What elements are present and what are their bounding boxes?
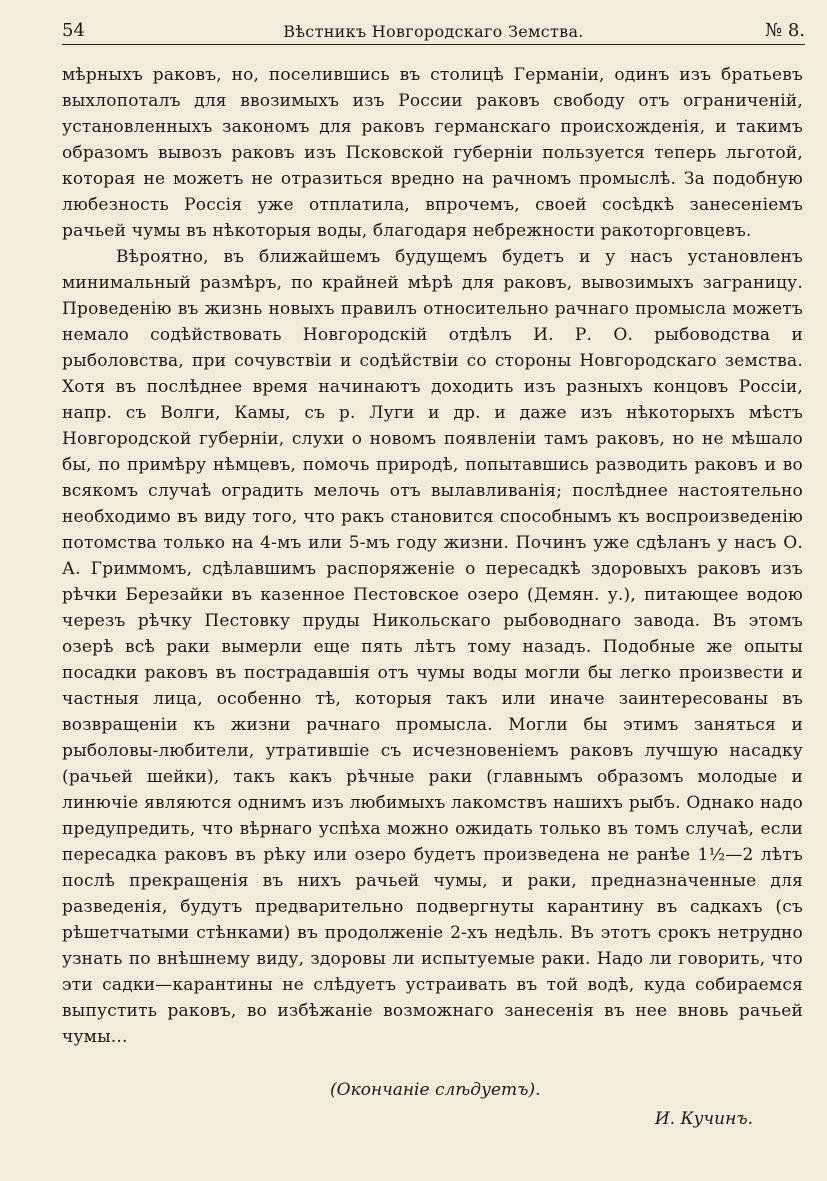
journal-title: Вѣстникъ Новгородскаго Земства.: [283, 22, 584, 41]
page-number: 54: [62, 20, 85, 41]
paragraph-2: Вѣроятно, въ ближайшемъ будущемъ будетъ и у насъ установленъ минимальный размѣръ, по крайней мѣрѣ для раковъ, вывозимыхъ заграницу. Проведенію въ жизнь новыхъ правилъ относительно рачнаго промысла можетъ немало содѣйствовать Новгородскій отдѣлъ И. Р. О. рыбоводства и рыболовства, при сочувствіи и содѣйствіи со стороны Новгородскаго земства. Хотя въ послѣднее время начинаютъ доходить изъ разныхъ концовъ Россіи, напр. съ Волги, Камы, съ р. Луги и др. и даже изъ нѣкоторыхъ мѣстъ Новгородской губерніи, слухи о новомъ появленіи тамъ раковъ, но не мѣшало бы, по примѣру нѣмцевъ, помочь природѣ, попытавшись разводить раковъ и во всякомъ случаѣ оградить мелочь отъ вылавливанія; послѣднее настоятельно необходимо въ виду того, что ракъ становится способнымъ къ воспроизведенію потомства только на 4-мъ или 5-мъ году жизни. Починъ уже сдѣланъ у насъ О. А. Гриммомъ, сдѣлавшимъ распоряженіе о пересадкѣ здоровыхъ раковъ изъ рѣчки Березайки въ казенное Пестовское озеро (Демян. у.), питающее водою черезъ рѣчку Пестовку пруды Никольскаго рыбоводнаго завода. Въ этомъ озерѣ всѣ раки вымерли еще пять лѣтъ тому назадъ. Подобные же опыты посадки раковъ въ пострадавшія отъ чумы воды могли бы легко произвести и частныя лица, особенно тѣ, которыя такъ или иначе заинтересованы въ возвращеніи къ жизни рачнаго промысла. Могли бы этимъ заняться и рыболовы-любители, утратившіе съ исчезновеніемъ раковъ лучшую насадку (рачьей шейки), такъ какъ рѣчные раки (главнымъ образомъ молодые и линючіе являются однимъ изъ любимыхъ лакомствъ нашихъ рыбъ. Однако надо предупредить, что вѣрнаго успѣха можно ожидать только въ томъ случаѣ, если пересадка раковъ въ рѣку или озеро будетъ произведена не ранѣе 1½—2 лѣтъ послѣ прекращенія въ нихъ рачьей чумы, и раки, предназначенные для разведенія, будутъ предварительно подвергнуты карантину въ садкахъ (съ рѣшетчатыми стѣнками) въ продолженіе 2-хъ недѣль. Въ этотъ срокъ нетрудно узнать по внѣшнему виду, здоровы ли испытуемые раки. Надо ли говорить, что эти садки—карантины не слѣдуетъ устраивать въ той водѣ, куда собираемся выпустить раковъ, во избѣжаніе возможнаго занесенія въ нее вновь рачьей чумы...: [62, 247, 803, 1047]
issue-number: № 8.: [765, 20, 805, 41]
paragraph-1: мѣрныхъ раковъ, но, поселившись въ столицѣ Германіи, одинъ изъ братьевъ выхлопоталъ для ввозимыхъ изъ России раковъ свободу отъ ограниченій, установленныхъ закономъ для раковъ германскаго происхожденія, и такимъ образомъ вывозъ раковъ изъ Псковской губерніи пользуется теперь льготой, которая не можетъ не отразиться вредно на рачномъ промыслѣ. За подобную любезность Россія уже отплатила, впрочемъ, своей сосѣдкѣ занесеніемъ рачьей чумы въ нѣкоторыя воды, благодаря небрежности ракоторговцевъ.: [62, 65, 803, 241]
author-signature: И. Кучинъ.: [654, 1109, 753, 1129]
continuation-note: (Окончаніе слѣдуетъ).: [330, 1080, 541, 1100]
page-header: [62, 18, 805, 44]
header-rule: [62, 44, 805, 45]
article-body: [62, 62, 803, 1050]
